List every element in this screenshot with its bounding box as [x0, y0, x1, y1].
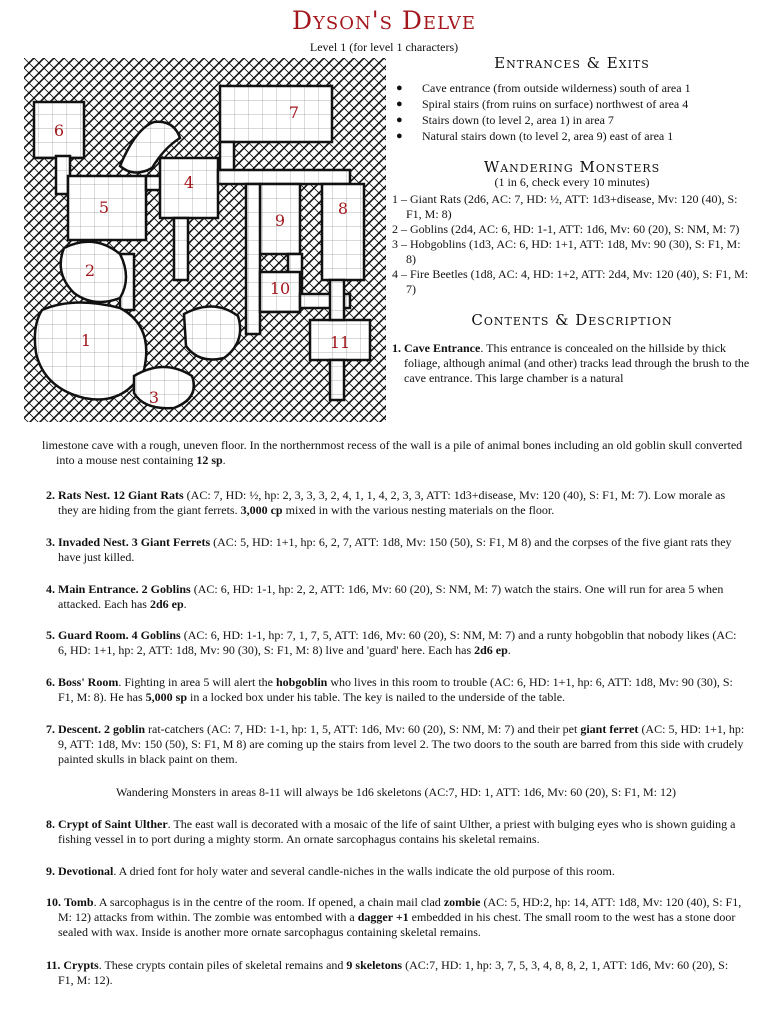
entry-title: Devotional [58, 864, 114, 878]
entry-text: . The east wall is decorated with a mosaic of the life of saint Ulther, a priest with bulging eyes who is shown guiding a fishing vessel in to port during a mighty storm. An ornate sarcophagus contains his skeletal remains. [58, 817, 736, 846]
entry-8 [46, 817, 746, 847]
monster: giant ferret [580, 722, 639, 736]
entry-title: Crypt of Saint Ulther [58, 817, 168, 831]
entry-1-top [392, 341, 752, 386]
room-7 [220, 86, 332, 142]
loot: 12 sp [196, 453, 223, 467]
loot: 5,000 sp [145, 690, 188, 704]
entry-text: mixed in with the various nesting materials on the floor. [282, 503, 555, 517]
monster: 12 Giant Rats [113, 488, 184, 502]
list-item: 1 – Giant Rats (2d6, AC: 7, HD: ½, ATT: 1d3+disease, Mv: 120 (40), S: F1, M: 8) [392, 192, 738, 221]
entry-number: 7. [46, 722, 55, 736]
entry-title: Tomb [64, 895, 94, 909]
entry-number: 8. [46, 817, 55, 831]
list-item: ● Cave entrance (from outside wilderness) south of area 1 [392, 81, 752, 96]
svg-text:5: 5 [98, 198, 110, 217]
entry-number: 5. [46, 628, 55, 642]
wandering-heading: Wandering Monsters [483, 158, 661, 176]
entry-1-continued [42, 438, 746, 468]
entry-sep: . [125, 535, 132, 549]
loot: dagger +1 [357, 910, 409, 924]
entry-text: who lives in this room to trouble (AC: 6, HD: 1+1, hp: 6, ATT: 1d8, Mv: 90 (30), S: F1, M: 8). He has [58, 675, 733, 704]
loot: 3,000 cp [240, 503, 283, 517]
entry-number: 2. [46, 488, 55, 502]
entry-3 [46, 535, 746, 565]
entry-text: rat-catchers (AC: 7, HD: 1-1, hp: 1, 5, ATT: 1d6, Mv: 60 (20), S: NM, M: 7) and their pet [145, 722, 581, 736]
svg-text:3: 3 [148, 388, 160, 407]
entry-text: (AC: 5, HD: 1+1, hp: 9, ATT: 1d8, Mv: 150 (50), S: F1, M 8) are coming up the stairs from level 2. The two doors to the south are barred from this side with crudely painted skulls in black paint on them. [58, 722, 745, 766]
svg-text:6: 6 [53, 121, 65, 140]
entry-end: . [183, 597, 187, 611]
entry-number: 3. [46, 535, 55, 549]
cave-stairs [184, 306, 240, 359]
entry-title: Guard Room [58, 628, 126, 642]
list-item: ● Natural stairs down (to level 2, area 9) east of area 1 [392, 129, 752, 144]
page-subtitle: Level 1 (for level 1 characters) [309, 40, 459, 54]
entry-text: (AC: 7, HD: ½, hp: 2, 3, 3, 3, 2, 4, 1, 1, 4, 2, 3, 3, ATT: 1d3+disease, Mv: 120 (40), S: F1, M: 7). Low morale as they are hiding from the giant ferrets. [58, 488, 726, 517]
wandering-subheading: (1 in 6, check every 10 minutes) [494, 175, 650, 189]
entry-text: . These crypts contain piles of skeletal remains and [98, 958, 347, 972]
entry-text: . This entrance is concealed on the hillside by thick foliage, although animal (and other) tracks lead through the brush to the cave entrance. This large chamber is a natural [404, 341, 750, 385]
entry-title: Boss' Room [58, 675, 119, 689]
svg-text:2: 2 [84, 261, 96, 280]
entrances-heading: Entrances & Exits [494, 54, 650, 72]
monster: zombie [443, 895, 481, 909]
svg-text:10: 10 [269, 279, 291, 298]
entry-text: (AC: 6, HD: 1-1, hp: 7, 1, 7, 5, ATT: 1d6, Mv: 60 (20), S: NM, M: 7) and a runty hobgoblin that nobody likes (AC: 6, HD: 1+1, hp: 2, ATT: 1d8, Mv: 90 (30), S: F1, M: 8) live and 'guard' here. Each has [58, 628, 737, 657]
entry-sep: . [97, 722, 104, 736]
loot: 2d6 ep [474, 643, 508, 657]
entry-text: (AC:7, HD: 1, hp: 3, 7, 5, 3, 4, 8, 8, 2, 1, ATT: 1d6, Mv: 60 (20), S: F1, M: 12). [58, 958, 729, 987]
monster: 2 Goblins [141, 582, 191, 596]
entry-title: Crypts [63, 958, 99, 972]
entry-text: in a locked box under his table. The key is nailed to the underside of the table. [187, 690, 566, 704]
entry-7 [46, 722, 746, 767]
entry-text: (AC: 5, HD:2, hp: 14, ATT: 1d8, Mv: 120 (40), S: F1, M: 12) attacks from within. The zombie was entombed with a [58, 895, 742, 924]
entry-number: 1. [392, 341, 401, 355]
entry-title: Cave Entrance [404, 341, 481, 355]
entry-9 [46, 864, 746, 879]
entry-text: . A sarcophagus is in the centre of the room. If opened, a chain mail clad [93, 895, 444, 909]
entry-11 [46, 958, 746, 988]
loot: 2d6 ep [149, 597, 184, 611]
monster: 4 Goblins [131, 628, 181, 642]
entry-number: 6. [46, 675, 55, 689]
entry-end: . [507, 643, 511, 657]
entry-sep: . [107, 488, 113, 502]
entry-2 [46, 488, 746, 518]
entry-title: Invaded Nest [58, 535, 126, 549]
svg-text:9: 9 [274, 211, 286, 230]
wandering-list [392, 192, 752, 297]
entry-text: (AC: 6, HD: 1-1, hp: 2, 2, ATT: 1d6, Mv: 60 (20), S: NM, M: 7) watch the stairs. One will run for area 5 when attacked. Each has [58, 582, 724, 611]
svg-text:8: 8 [337, 199, 349, 218]
svg-text:7: 7 [288, 103, 300, 122]
entry-text: (AC: 5, HD: 1+1, hp: 6, 2, 7, ATT: 1d8, Mv: 150 (50), S: F1, M 8) and the corpses of the five giant rats they have just killed. [58, 535, 732, 564]
entry-text: limestone cave with a rough, uneven floor. In the northernmost recess of the wall is a pile of animal bones including an old goblin skull converted into a mouse nest containing [42, 438, 743, 467]
entry-10 [46, 895, 746, 940]
entry-number: 4. [46, 582, 55, 596]
monster: 3 Giant Ferrets [131, 535, 211, 549]
entry-4 [46, 582, 746, 612]
entry-number: 9. [46, 864, 55, 878]
entry-title: Main Entrance [58, 582, 136, 596]
entry-text: embedded in his chest. The small room to the west has a stone door sealed with wax. Inside is another more ornate sarcophagus containing skeletal remains. [58, 910, 736, 939]
list-item: 2 – Goblins (2d4, AC: 6, HD: 1-1, ATT: 1d6, Mv: 60 (20), S: NM, M: 7) [392, 222, 740, 236]
entry-number: 11. [46, 958, 61, 972]
svg-text:11: 11 [329, 333, 351, 352]
entry-sep: . [125, 628, 132, 642]
entry-text: . Fighting in area 5 will alert the [118, 675, 276, 689]
entry-number: 10. [46, 895, 61, 909]
entry-6 [46, 675, 746, 705]
entrances-list [392, 81, 752, 144]
entry-end: . [222, 453, 226, 467]
monster: 9 skeletons [346, 958, 403, 972]
list-item: 4 – Fire Beetles (1d8, AC: 4, HD: 1+2, ATT: 2d4, Mv: 120 (40), S: F1, M: 7) [392, 267, 749, 296]
contents-heading: Contents & Description [471, 311, 673, 329]
entry-text: . A dried font for holy water and several candle-niches in the walls indicate the old purpose of this room. [113, 864, 615, 878]
page-title: Dyson's Delve [291, 6, 477, 35]
svg-text:4: 4 [183, 173, 195, 192]
entry-sep: . [135, 582, 142, 596]
entry-title: Descent [58, 722, 98, 736]
list-item: ● Stairs down (to level 2, area 1) in area 7 [392, 113, 752, 128]
monster: 2 goblin [103, 722, 145, 736]
svg-text:1: 1 [80, 331, 92, 350]
list-item: ● Spiral stairs (from ruins on surface) northwest of area 4 [392, 97, 752, 112]
cave-3 [134, 367, 194, 408]
list-item: 3 – Hobgoblins (1d3, AC: 6, HD: 1+1, ATT: 1d8, Mv: 90 (30), S: F1, M: 8) [392, 237, 741, 266]
wandering-note: Wandering Monsters in areas 8-11 will always be 1d6 skeletons (AC:7, HD: 1, ATT: 1d6, Mv: 60 (20), S: F1, M: 12) [116, 785, 676, 799]
entry-5 [46, 628, 746, 658]
dungeon-map [24, 58, 386, 422]
monster: hobgoblin [275, 675, 328, 689]
entry-title: Rats Nest [58, 488, 107, 502]
right-column [392, 56, 752, 386]
